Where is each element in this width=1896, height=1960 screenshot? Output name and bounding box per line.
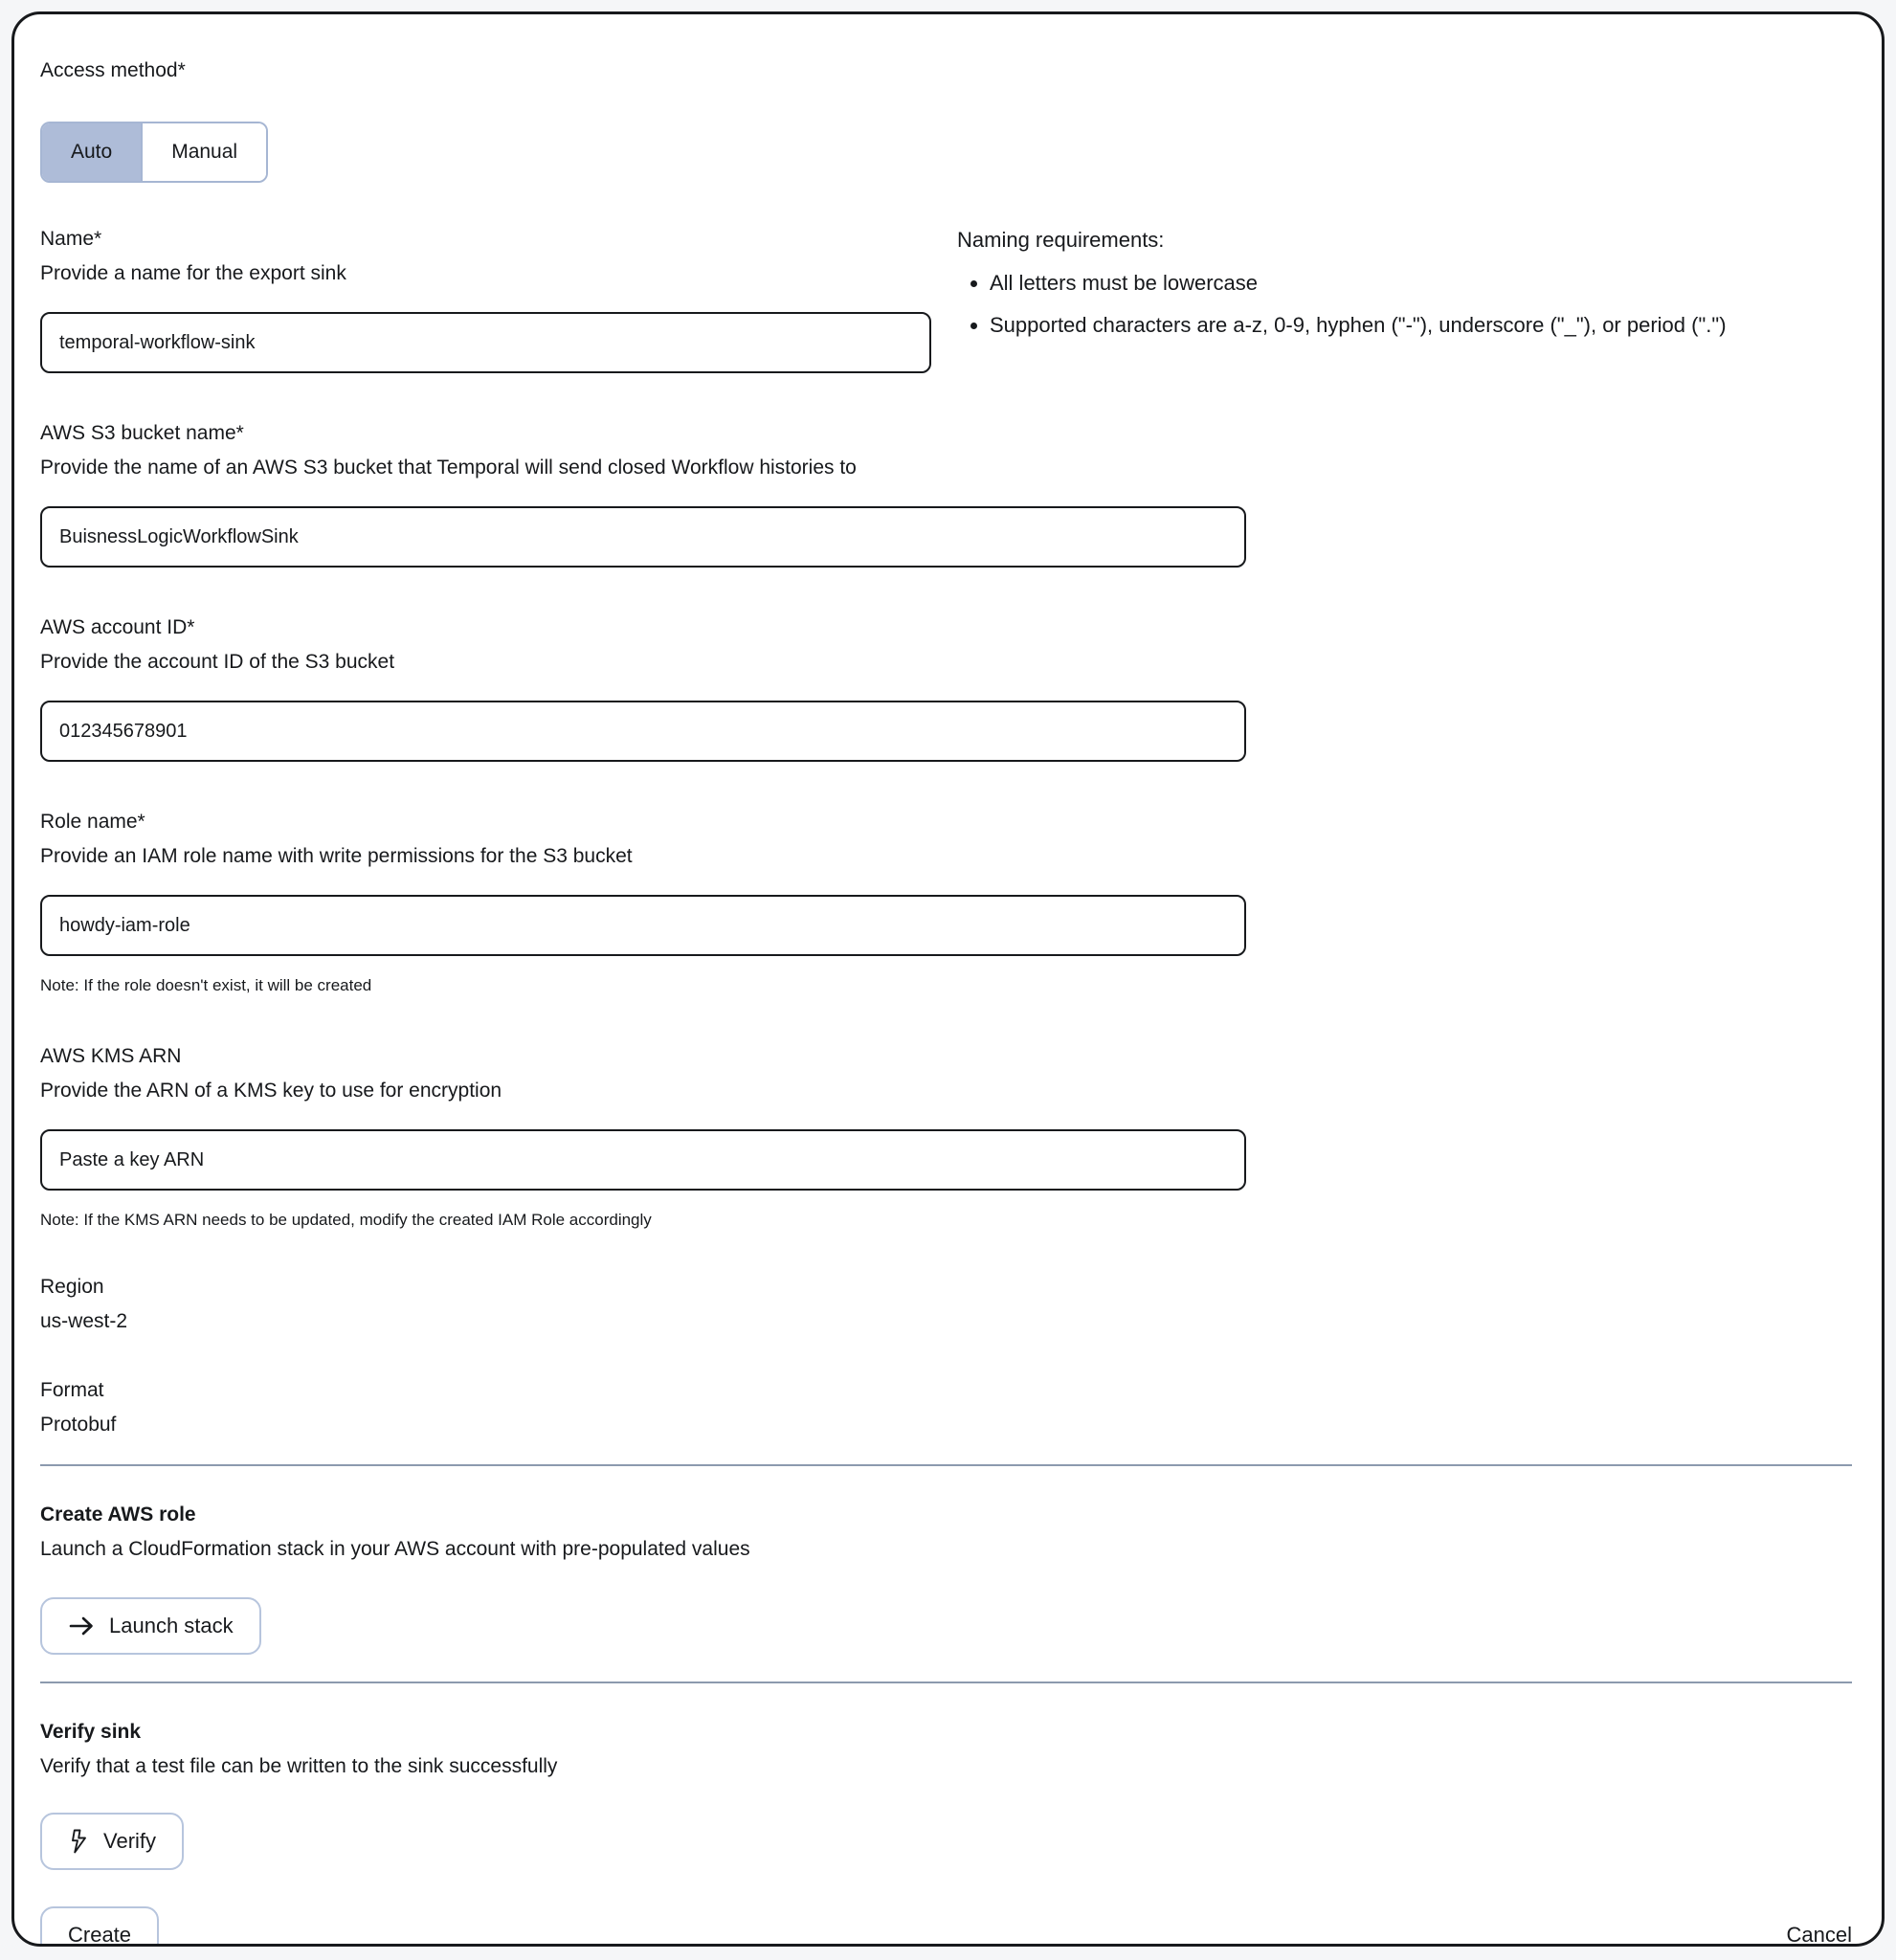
- region-label: Region: [40, 1276, 104, 1298]
- export-sink-form-card: [11, 11, 1885, 1947]
- s3-bucket-description: Provide the name of an AWS S3 bucket that Temporal will send closed Workflow histories to: [40, 457, 857, 479]
- naming-requirements-title: Naming requirements:: [957, 228, 1165, 252]
- name-label: Name*: [40, 228, 102, 250]
- s3-bucket-label: AWS S3 bucket name*: [40, 422, 244, 444]
- lightning-bolt-icon: [68, 1829, 89, 1854]
- access-method-manual-button[interactable]: Manual: [141, 123, 266, 181]
- role-name-note: Note: If the role doesn't exist, it will be created: [40, 976, 372, 994]
- access-method-toggle: [40, 122, 268, 183]
- form-footer: [40, 1906, 1852, 1947]
- access-method-label: Access method*: [40, 59, 186, 81]
- s3-bucket-field-group: [40, 421, 1853, 568]
- name-field-group: [40, 227, 957, 373]
- create-button-label: Create: [68, 1923, 132, 1947]
- account-id-description: Provide the account ID of the S3 bucket: [40, 651, 395, 673]
- account-id-input[interactable]: [40, 701, 1246, 762]
- role-name-field-group: [40, 810, 1853, 996]
- verify-button-label: Verify: [103, 1829, 157, 1853]
- launch-stack-button-label: Launch stack: [109, 1614, 234, 1637]
- arrow-right-icon: [68, 1615, 95, 1637]
- format-label: Format: [40, 1379, 104, 1401]
- create-aws-role-section: [40, 1503, 1853, 1655]
- create-button[interactable]: [40, 1906, 159, 1947]
- format-value: Protobuf: [40, 1414, 117, 1436]
- account-id-field-group: [40, 615, 1853, 762]
- name-description: Provide a name for the export sink: [40, 262, 346, 284]
- access-method-auto-button[interactable]: Auto: [42, 123, 141, 181]
- s3-bucket-input[interactable]: [40, 506, 1246, 568]
- kms-arn-note: Note: If the KMS ARN needs to be updated, modify the created IAM Role accordingly: [40, 1211, 652, 1229]
- section-divider: [40, 1464, 1852, 1466]
- kms-arn-field-group: [40, 1044, 1853, 1231]
- account-id-label: AWS account ID*: [40, 616, 195, 638]
- role-name-label: Role name*: [40, 811, 145, 833]
- naming-requirements-list: [957, 269, 1847, 340]
- verify-sink-title: Verify sink: [40, 1721, 142, 1743]
- naming-requirements: [957, 227, 1847, 373]
- role-name-input[interactable]: [40, 895, 1246, 956]
- verify-sink-description: Verify that a test file can be written to the sink successfully: [40, 1755, 558, 1777]
- naming-requirement-item: • Supported characters are a-z, 0-9, hyphen ("-"), underscore ("_"), or period ("."): [990, 311, 1847, 340]
- verify-sink-section: [40, 1720, 1853, 1870]
- cancel-button[interactable]: Cancel: [1786, 1923, 1852, 1947]
- region-group: [40, 1275, 1853, 1334]
- create-aws-role-title: Create AWS role: [40, 1503, 196, 1526]
- create-aws-role-description: Launch a CloudFormation stack in your AWS account with pre-populated values: [40, 1538, 750, 1560]
- name-input[interactable]: [40, 312, 931, 373]
- naming-requirement-item: • All letters must be lowercase: [990, 269, 1847, 298]
- kms-arn-label: AWS KMS ARN: [40, 1045, 182, 1067]
- kms-arn-description: Provide the ARN of a KMS key to use for encryption: [40, 1080, 502, 1102]
- launch-stack-button[interactable]: [40, 1597, 261, 1655]
- kms-arn-input[interactable]: [40, 1129, 1246, 1191]
- format-group: [40, 1378, 1853, 1437]
- section-divider: [40, 1682, 1852, 1683]
- verify-button[interactable]: [40, 1813, 184, 1870]
- region-value: us-west-2: [40, 1310, 128, 1332]
- role-name-description: Provide an IAM role name with write permissions for the S3 bucket: [40, 845, 633, 867]
